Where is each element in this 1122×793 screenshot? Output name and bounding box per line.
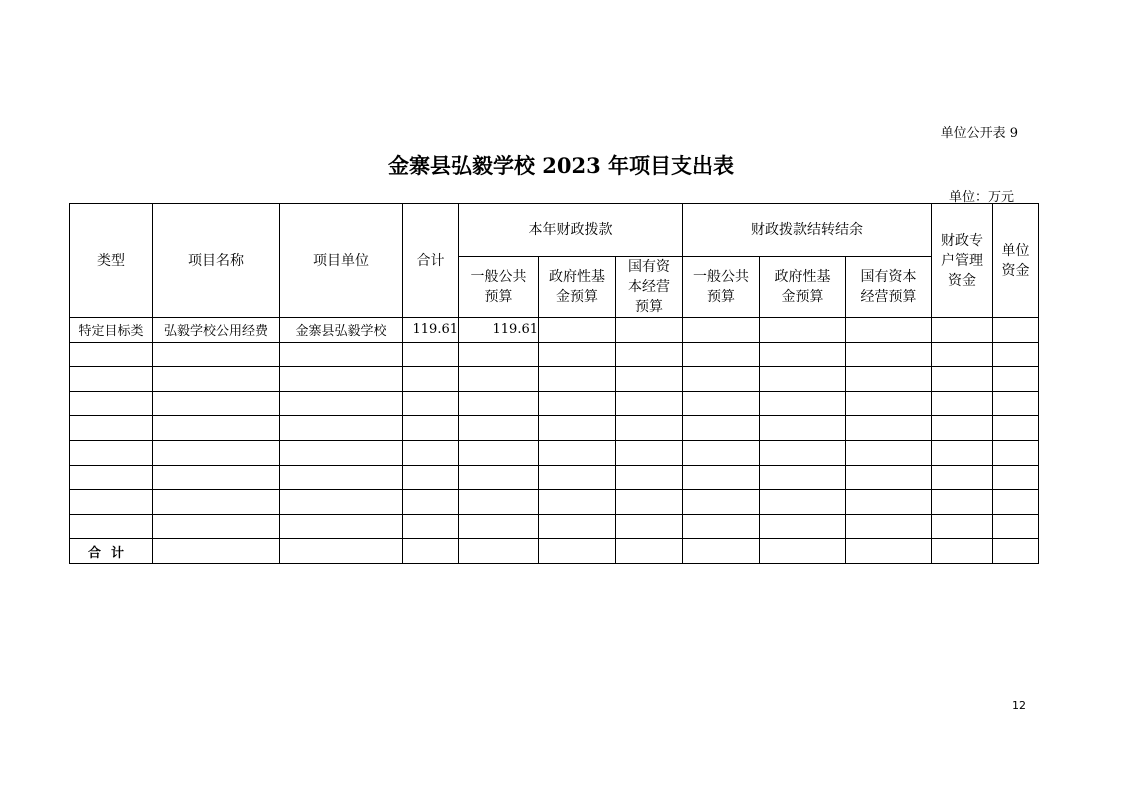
header-co-general-public: 一般公共 预算 <box>683 257 760 318</box>
co-gov-fund-cell <box>760 318 846 343</box>
header-co-gov-fund: 政府性基 金预算 <box>760 257 846 318</box>
total-cell <box>403 416 459 441</box>
special-account-cell <box>932 342 993 367</box>
unit-funds-cell <box>993 367 1039 392</box>
project-name-cell <box>153 440 280 465</box>
header-cy-general-public: 一般公共 预算 <box>459 257 539 318</box>
co-general-public-cell <box>683 367 760 392</box>
cy-general-public-cell: 119.61 <box>459 318 539 343</box>
total-cell-unit-funds <box>993 539 1039 564</box>
header-project-name: 项目名称 <box>153 204 280 318</box>
co-gov-fund-cell <box>760 367 846 392</box>
co-state-capital-cell <box>846 318 932 343</box>
cy-general-public-cell <box>459 416 539 441</box>
co-general-public-cell <box>683 440 760 465</box>
total-cell-co-general-public <box>683 539 760 564</box>
cy-gov-fund-cell <box>539 514 616 539</box>
co-state-capital-cell <box>846 514 932 539</box>
special-account-cell <box>932 367 993 392</box>
cy-state-capital-cell <box>616 318 683 343</box>
cy-state-capital-cell <box>616 490 683 515</box>
cy-gov-fund-cell <box>539 416 616 441</box>
header-current-year-group: 本年财政拨款 <box>459 204 683 257</box>
unit-funds-cell <box>993 514 1039 539</box>
table-row <box>70 342 1039 367</box>
type-cell <box>70 465 153 490</box>
type-cell <box>70 416 153 441</box>
table-body <box>70 318 1039 539</box>
type-cell <box>70 514 153 539</box>
header-co-state-capital: 国有资本 经营预算 <box>846 257 932 318</box>
page-title: 金寨县弘毅学校 2023 年项目支出表 <box>387 153 735 178</box>
table-row <box>70 465 1039 490</box>
special-account-cell <box>932 391 993 416</box>
special-account-cell <box>932 440 993 465</box>
type-cell <box>70 367 153 392</box>
total-cell <box>403 440 459 465</box>
total-cell <box>403 367 459 392</box>
co-state-capital-cell <box>846 416 932 441</box>
unit-funds-cell <box>993 391 1039 416</box>
total-cell <box>403 465 459 490</box>
cy-state-capital-cell <box>616 367 683 392</box>
project-name-cell <box>153 391 280 416</box>
co-gov-fund-cell <box>760 514 846 539</box>
header-unit-funds: 单位 资金 <box>993 204 1039 318</box>
header-carryover-group: 财政拨款结转结余 <box>683 204 932 257</box>
special-account-cell <box>932 465 993 490</box>
project-unit-cell <box>280 440 403 465</box>
total-cell <box>403 391 459 416</box>
header-cy-gov-fund: 政府性基 金预算 <box>539 257 616 318</box>
cy-general-public-cell <box>459 465 539 490</box>
type-cell <box>70 342 153 367</box>
co-state-capital-cell <box>846 440 932 465</box>
cy-state-capital-cell <box>616 440 683 465</box>
unit-funds-cell <box>993 342 1039 367</box>
co-general-public-cell <box>683 318 760 343</box>
project-expenditure-table <box>69 203 1039 564</box>
co-state-capital-cell <box>846 490 932 515</box>
header-cy-state-capital: 国有资 本经营 预算 <box>616 257 683 318</box>
total-cell <box>403 514 459 539</box>
project-unit-cell: 金寨县弘毅学校 <box>280 318 403 343</box>
total-label: 合计 <box>70 539 153 564</box>
cy-gov-fund-cell <box>539 318 616 343</box>
project-name-cell <box>153 342 280 367</box>
project-name-cell <box>153 367 280 392</box>
co-gov-fund-cell <box>760 490 846 515</box>
special-account-cell <box>932 318 993 343</box>
project-unit-cell <box>280 465 403 490</box>
cy-general-public-cell <box>459 490 539 515</box>
unit-note: 单位：万元 <box>948 190 1014 205</box>
header-special-account: 财政专 户管理 资金 <box>932 204 993 318</box>
cy-state-capital-cell <box>616 391 683 416</box>
project-unit-cell <box>280 391 403 416</box>
cy-general-public-cell <box>459 367 539 392</box>
total-cell <box>403 342 459 367</box>
total-cell-total <box>403 539 459 564</box>
header-type: 类型 <box>70 204 153 318</box>
total-cell-co-gov-fund <box>760 539 846 564</box>
project-name-cell <box>153 465 280 490</box>
cy-state-capital-cell <box>616 416 683 441</box>
cy-gov-fund-cell <box>539 391 616 416</box>
co-general-public-cell <box>683 342 760 367</box>
table-row <box>70 440 1039 465</box>
co-general-public-cell <box>683 514 760 539</box>
type-cell: 特定目标类 <box>70 318 153 343</box>
co-gov-fund-cell <box>760 440 846 465</box>
unit-funds-cell <box>993 318 1039 343</box>
cy-gov-fund-cell <box>539 342 616 367</box>
special-account-cell <box>932 514 993 539</box>
form-code: 单位公开表 9 <box>940 126 1018 141</box>
table-row <box>70 416 1039 441</box>
total-cell-co-state-capital <box>846 539 932 564</box>
table-row <box>70 318 1039 343</box>
table-row <box>70 391 1039 416</box>
table-row <box>70 490 1039 515</box>
project-unit-cell <box>280 490 403 515</box>
type-cell <box>70 490 153 515</box>
project-unit-cell <box>280 514 403 539</box>
cy-general-public-cell <box>459 440 539 465</box>
co-gov-fund-cell <box>760 342 846 367</box>
type-cell <box>70 440 153 465</box>
cy-gov-fund-cell <box>539 367 616 392</box>
co-gov-fund-cell <box>760 465 846 490</box>
project-name-cell <box>153 514 280 539</box>
cy-state-capital-cell <box>616 514 683 539</box>
total-cell-cy-gov-fund <box>539 539 616 564</box>
co-state-capital-cell <box>846 465 932 490</box>
co-general-public-cell <box>683 465 760 490</box>
table-row <box>70 367 1039 392</box>
project-unit-cell <box>280 367 403 392</box>
page-number: 12 <box>1012 699 1026 712</box>
cy-general-public-cell <box>459 342 539 367</box>
total-row <box>70 539 1039 564</box>
special-account-cell <box>932 416 993 441</box>
co-general-public-cell <box>683 490 760 515</box>
co-general-public-cell <box>683 391 760 416</box>
co-state-capital-cell <box>846 367 932 392</box>
total-cell: 119.61 <box>403 318 459 343</box>
cy-gov-fund-cell <box>539 440 616 465</box>
co-state-capital-cell <box>846 342 932 367</box>
table-row <box>70 514 1039 539</box>
co-state-capital-cell <box>846 391 932 416</box>
unit-funds-cell <box>993 416 1039 441</box>
project-unit-cell <box>280 342 403 367</box>
unit-funds-cell <box>993 490 1039 515</box>
cy-state-capital-cell <box>616 342 683 367</box>
header-total: 合计 <box>403 204 459 318</box>
total-cell-project-name <box>153 539 280 564</box>
special-account-cell <box>932 490 993 515</box>
project-name-cell: 弘毅学校公用经费 <box>153 318 280 343</box>
header-project-unit: 项目单位 <box>280 204 403 318</box>
total-cell-cy-state-capital <box>616 539 683 564</box>
co-gov-fund-cell <box>760 391 846 416</box>
total-cell-special-account <box>932 539 993 564</box>
total-cell-project-unit <box>280 539 403 564</box>
cy-gov-fund-cell <box>539 465 616 490</box>
cy-gov-fund-cell <box>539 490 616 515</box>
project-name-cell <box>153 416 280 441</box>
cy-general-public-cell <box>459 514 539 539</box>
type-cell <box>70 391 153 416</box>
project-unit-cell <box>280 416 403 441</box>
co-general-public-cell <box>683 416 760 441</box>
unit-funds-cell <box>993 465 1039 490</box>
total-cell <box>403 490 459 515</box>
unit-funds-cell <box>993 440 1039 465</box>
total-cell-cy-general-public <box>459 539 539 564</box>
cy-state-capital-cell <box>616 465 683 490</box>
co-gov-fund-cell <box>760 416 846 441</box>
project-name-cell <box>153 490 280 515</box>
cy-general-public-cell <box>459 391 539 416</box>
